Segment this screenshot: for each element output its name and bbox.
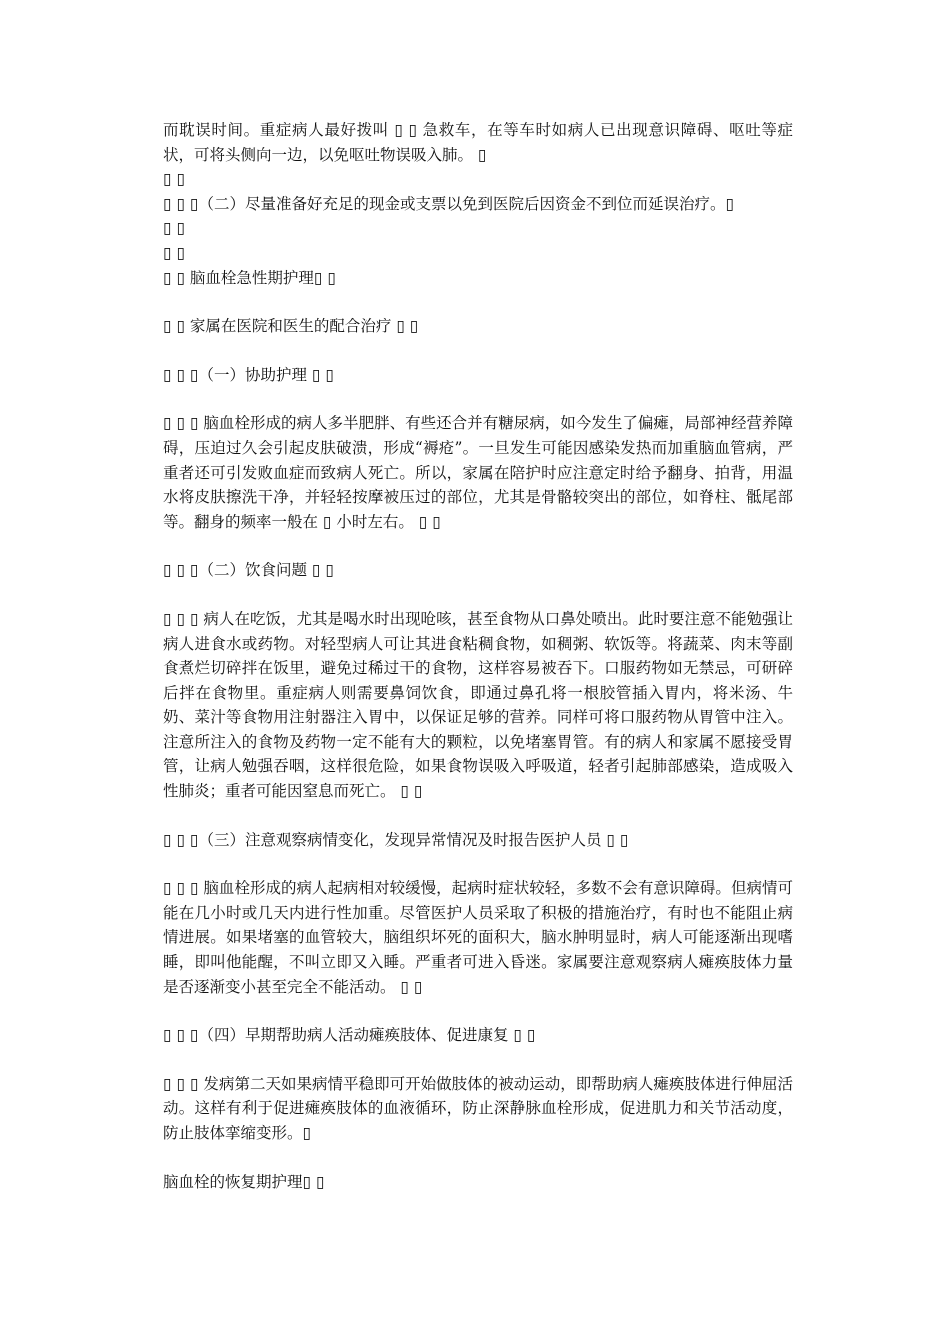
subheading-diet: ▯ ▯ ▯（二）饮食问题 ▯ ▯ bbox=[163, 561, 334, 580]
paragraph-observe: ▯ ▯ ▯ 脑血栓形成的病人起病相对较缓慢，起病时症状较轻，多数不会有意识障碍。但病情可能在几小时或几天内进行性加重。尽管医护人员采取了积极的措施治疗，有时也不能阻止病情进展。如果堵塞的血管较大，脑组织坏死的面积大，脑水肿明显时，病人可能逐渐出现嗜睡，即叫他能醒，不叫立即又入睡。严重者可进入昏迷。家属要注意观察病人瘫痪肢体力量是否逐渐变小甚至完全不能活动。 ▯ ▯ bbox=[163, 879, 793, 996]
paragraph-blank-2: ▯ ▯ bbox=[163, 219, 185, 238]
subheading-observe: ▯ ▯ ▯（三）注意观察病情变化，发现异常情况及时报告医护人员 ▯ ▯ bbox=[163, 830, 629, 849]
paragraph-rehab-activity: ▯ ▯ ▯ 发病第二天如果病情平稳即可开始做肢体的被动运动，即帮助病人瘫痪肢体进行伸屈活动。这样有利于促进瘫痪肢体的血液循环，防止深静脉血栓形成，促进肌力和关节活动度，防止肢体挛缩变形。▯ bbox=[163, 1074, 793, 1142]
subheading-family-cooperation: ▯ ▯ 家属在医院和医生的配合治疗 ▯ ▯ bbox=[163, 317, 419, 336]
subheading-rehab-activity: ▯ ▯ ▯（四）早期帮助病人活动瘫痪肢体、促进康复 ▯ ▯ bbox=[163, 1026, 536, 1045]
paragraph-intro: 而耽误时间。重症病人最好拨叫 ▯ ▯ 急救车，在等车时如病人已出现意识障碍、呕吐等症状，可将头侧向一边，以免呕吐物误吸入肺。 ▯ bbox=[163, 121, 793, 164]
paragraph-diet: ▯ ▯ ▯ 病人在吃饭，尤其是喝水时出现呛咳，甚至食物从口鼻处喷出。此时要注意不能勉强让病人进食水或药物。对轻型病人可让其进食粘稠食物，如稠粥、软饭等。将蔬菜、肉末等副食煮烂切碎拌在饭里，避免过稀过干的食物，这样容易被吞下。口服药物如无禁忌，可研碎后拌在食物里。重症病人则需要鼻饲饮食，即通过鼻孔将一根胶管插入胃内，将米汤、牛奶、菜汁等食物用注射器注入胃中，以保证足够的营养。同样可将口服药物从胃管中注入。注意所注入的食物及药物一定不能有大的颗粒，以免堵塞胃管。有的病人和家属不愿接受胃管，让病人勉强吞咽，这样很危险，如果食物误吸入呼吸道，轻者引起肺部感染，造成吸入性肺炎；重者可能因窒息而死亡。 ▯ ▯ bbox=[163, 609, 793, 801]
paragraph-blank-3: ▯ ▯ bbox=[163, 243, 185, 262]
paragraph-cash-note: ▯ ▯ ▯（二）尽量准备好充足的现金或支票以免到医院后因资金不到位而延误治疗。▯ bbox=[163, 194, 734, 213]
section-heading-recovery: 脑血栓的恢复期护理▯ ▯ bbox=[163, 1172, 325, 1191]
section-heading-acute: ▯ ▯ 脑血栓急性期护理▯ ▯ bbox=[163, 268, 336, 287]
paragraph-assist-care: ▯ ▯ ▯ 脑血栓形成的病人多半肥胖、有些还合并有糖尿病，如今发生了偏瘫，局部神经营养障碍，压迫过久会引起皮肤破溃，形成“褥疮”。一旦发生可能因感染发热而加重脑血管病，严重者还可引发败血症而致病人死亡。所以，家属在陪护时应注意定时给予翻身、拍背，用温水将皮肤擦洗干净，并轻轻按摩被压过的部位，尤其是骨骼较突出的部位，如脊柱、骶尾部等。翻身的频率一般在 ▯ 小时左右。 ▯ ▯ bbox=[163, 414, 793, 531]
subheading-assist-care: ▯ ▯ ▯（一）协助护理 ▯ ▯ bbox=[163, 365, 334, 384]
paragraph-blank-1: ▯ ▯ bbox=[163, 170, 185, 189]
document-page bbox=[163, 118, 793, 1194]
